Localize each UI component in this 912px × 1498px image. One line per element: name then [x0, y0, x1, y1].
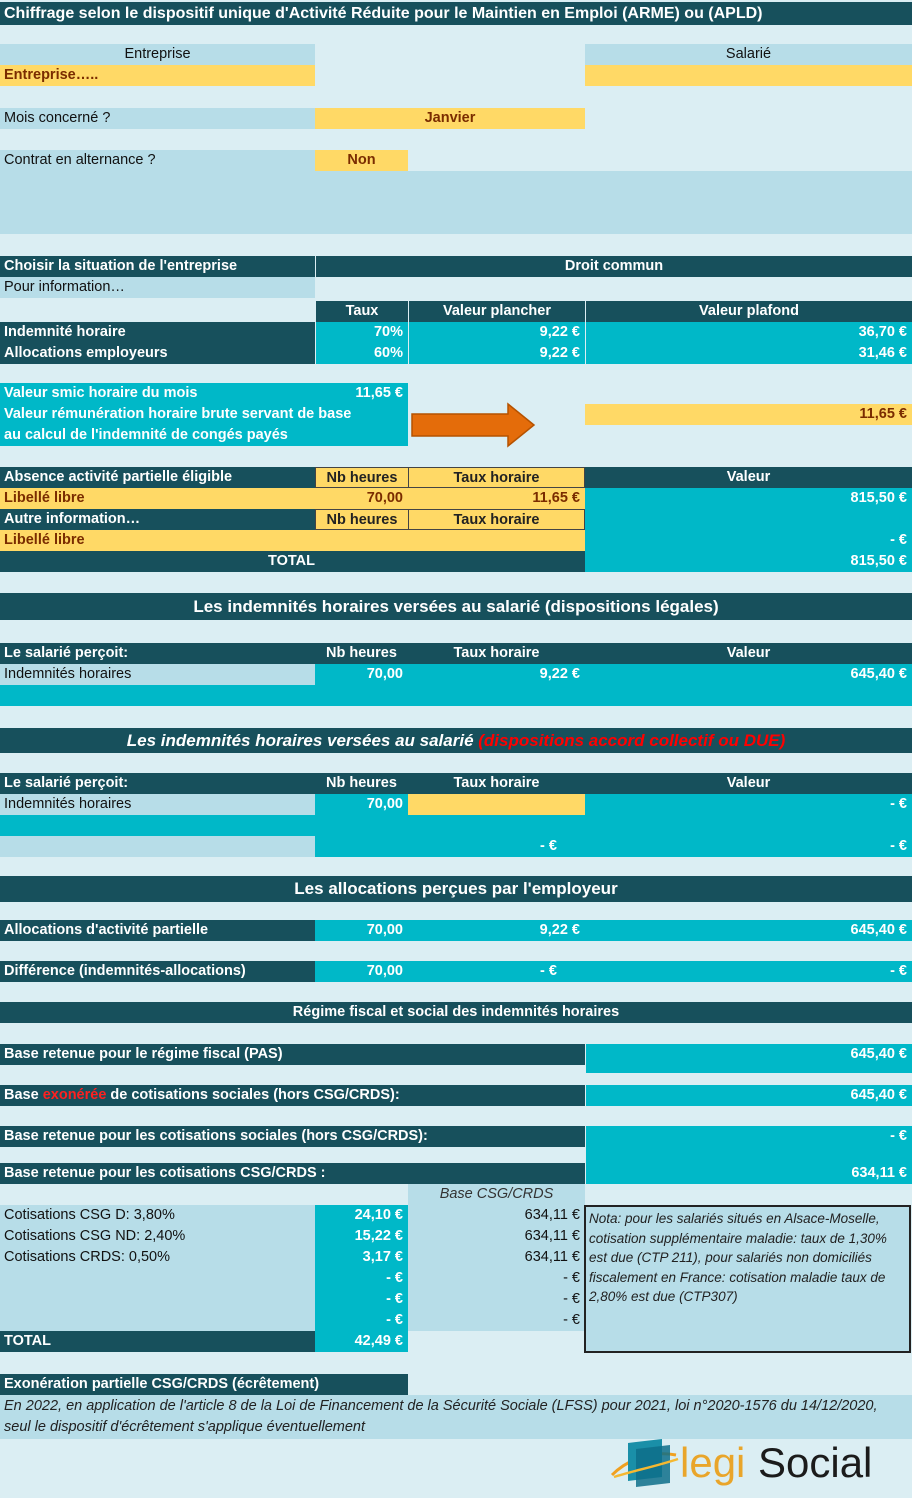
csg-row-label: Cotisations CSG D: 3,80%	[4, 1207, 175, 1223]
libelle-input[interactable]: Libellé libre	[0, 488, 315, 509]
cotis-value: - €	[586, 1126, 912, 1147]
diff-label: Différence (indemnités-allocations)	[0, 961, 315, 982]
csg-row-value: - €	[315, 1268, 408, 1289]
smic-label: Valeur smic horaire du mois	[4, 385, 198, 401]
valeur-empty	[585, 509, 912, 530]
csg-row-value: 15,22 €	[315, 1226, 408, 1247]
csg-row-base: - €	[563, 1270, 580, 1286]
pas-label: Base retenue pour le régime fiscal (PAS)	[0, 1044, 585, 1065]
absence-label: Absence activité partielle éligible	[0, 467, 315, 488]
csg-row-base: 634,11 €	[524, 1228, 580, 1244]
exo-label-red: exonérée	[42, 1087, 107, 1103]
col-nb-heures: Nb heures	[315, 467, 409, 488]
salarie-input[interactable]	[585, 65, 912, 86]
alloc-taux: 9,22 €	[408, 920, 585, 941]
row-taux: 70%	[316, 322, 408, 343]
valeur-value: 815,50 €	[585, 488, 912, 509]
legal-col-label: Le salarié perçoit:	[0, 643, 315, 664]
row-label: Indemnité horaire	[0, 322, 315, 343]
mois-select[interactable]: Janvier	[315, 108, 585, 129]
col-valeur: Valeur	[585, 773, 912, 794]
diff-valeur: - €	[585, 961, 912, 982]
csg-label: Base retenue pour les cotisations CSG/CRDS :	[0, 1163, 585, 1184]
col-plafond: Valeur plafond	[586, 301, 912, 322]
legal-row-label: Indemnités horaires	[0, 664, 315, 685]
logo-text-social: Social	[758, 1439, 873, 1486]
col-taux-horaire: Taux horaire	[408, 509, 585, 530]
base-csg-header: Base CSG/CRDS	[408, 1184, 585, 1205]
situation-label: Choisir la situation de l'entreprise	[0, 256, 315, 277]
row-plancher: 9,22 €	[409, 343, 585, 364]
row-label: Allocations employeurs	[0, 343, 315, 364]
page-title: Chiffrage selon le dispositif unique d'Activité Réduite pour le Maintien en Emploi (ARME) ou (APLD)	[0, 2, 912, 25]
accord-section-title	[0, 728, 912, 753]
col-nb-heures: Nb heures	[315, 509, 409, 530]
accord-row-label: Indemnités horaires	[0, 794, 315, 815]
col-plancher: Valeur plancher	[409, 301, 585, 322]
csg-row-value: - €	[315, 1310, 408, 1331]
legisocial-logo	[610, 1437, 880, 1491]
total-value: 815,50 €	[585, 551, 912, 572]
csg-row-label: Cotisations CRDS: 0,50%	[4, 1249, 171, 1265]
libelle-input[interactable]: Libellé libre	[0, 530, 315, 551]
legal-taux: 9,22 €	[408, 664, 585, 685]
accord-valeur: - €	[585, 794, 912, 815]
diff-nb: 70,00	[315, 961, 408, 982]
csg-row-base: - €	[563, 1291, 580, 1307]
csg-row-value: 24,10 €	[315, 1205, 408, 1226]
remu-value[interactable]: 11,65 €	[585, 404, 912, 425]
accord-sub-valeur: - €	[585, 836, 912, 857]
csg-value: 634,11 €	[586, 1163, 912, 1184]
row-plafond: 31,46 €	[586, 343, 912, 364]
exoneration-title: Exonération partielle CSG/CRDS (écrêtement)	[0, 1374, 408, 1395]
col-taux-horaire: Taux horaire	[408, 643, 585, 664]
col-valeur: Valeur	[585, 643, 912, 664]
col-nb-heures: Nb heures	[315, 773, 408, 794]
accord-sub-taux: - €	[315, 836, 585, 857]
exo-label	[0, 1085, 585, 1106]
exo-value: 645,40 €	[586, 1085, 912, 1106]
logo-text-legi: legi	[680, 1439, 746, 1486]
pas-spacer	[586, 1065, 912, 1073]
col-taux: Taux	[316, 301, 408, 322]
accord-col-label: Le salarié perçoit:	[0, 773, 315, 794]
cotis-label: Base retenue pour les cotisations sociales (hors CSG/CRDS):	[0, 1126, 585, 1147]
accord-sub-label	[0, 836, 315, 857]
nota-box: Nota: pour les salariés situés en Alsace-Moselle, cotisation supplémentaire maladie: taux de 1,30% est due (CTP 211), pour salariés non domiciliés fiscalement en France: cotisation maladie taux de 2,80% est due (CTP307)	[584, 1205, 911, 1353]
csg-row-base: - €	[563, 1312, 580, 1328]
accord-title-main: Les indemnités horaires versées au salarié	[126, 731, 479, 750]
nb-heures-input[interactable]: 70,00	[315, 488, 408, 509]
remu-label-1: Valeur rémunération horaire brute servant de base	[4, 406, 352, 422]
csg-row-value: 3,17 €	[315, 1247, 408, 1268]
accord-taux-input[interactable]	[408, 794, 585, 815]
pas-value: 645,40 €	[586, 1044, 912, 1065]
valeur-value: - €	[585, 530, 912, 551]
diff-taux: - €	[408, 961, 585, 982]
situation-select[interactable]: Droit commun	[316, 256, 912, 277]
csg-row-value: - €	[315, 1289, 408, 1310]
col-taux-horaire: Taux horaire	[408, 467, 585, 488]
arrow-right-icon	[410, 402, 538, 448]
contrat-select[interactable]: Non	[315, 150, 408, 171]
csg-row-label: Cotisations CSG ND: 2,40%	[4, 1228, 186, 1244]
exoneration-text: En 2022, en application de l'article 8 de la Loi de Financement de la Sécurité Sociale (LFSS) pour 2021, loi n°2020-1576 du 14/12/2020, seul le dispositif d'écrêtement s'applique éventuellement	[0, 1395, 912, 1439]
entreprise-input[interactable]: Entreprise…..	[0, 65, 315, 86]
alloc-valeur: 645,40 €	[585, 920, 912, 941]
row-plancher: 9,22 €	[409, 322, 585, 343]
col-valeur: Valeur	[585, 467, 912, 488]
col-taux-horaire: Taux horaire	[408, 773, 585, 794]
csg-row-base: 634,11 €	[524, 1249, 580, 1265]
accord-nb: 70,00	[315, 794, 408, 815]
accord-title-red: (dispositions accord collectif ou DUE)	[478, 731, 786, 750]
exo-label-pre: Base	[4, 1087, 43, 1103]
logo-icon	[610, 1437, 680, 1491]
cotis-spacer	[586, 1147, 912, 1163]
legal-nb: 70,00	[315, 664, 408, 685]
legal-valeur: 645,40 €	[585, 664, 912, 685]
legal-spacer	[0, 685, 912, 706]
col-nb-heures: Nb heures	[315, 643, 408, 664]
alloc-nb: 70,00	[315, 920, 408, 941]
regime-section-title: Régime fiscal et social des indemnités horaires	[0, 1002, 912, 1023]
accord-spacer	[0, 815, 912, 836]
smic-value: 11,65 €	[355, 385, 403, 401]
taux-horaire-value: 11,65 €	[408, 488, 585, 509]
nb-heures-input[interactable]	[315, 530, 585, 551]
exo-label-post: de cotisations sociales (hors CSG/CRDS):	[106, 1087, 400, 1103]
csg-row-base: 634,11 €	[524, 1207, 580, 1223]
total-label: TOTAL	[0, 551, 585, 572]
remu-label-2: au calcul de l'indemnité de congés payés	[4, 427, 288, 443]
csg-total-value: 42,49 €	[315, 1331, 408, 1352]
info-label: Pour information…	[0, 277, 315, 298]
row-plafond: 36,70 €	[586, 322, 912, 343]
contrat-label: Contrat en alternance ?	[0, 150, 315, 171]
legal-section-title: Les indemnités horaires versées au salarié (dispositions légales)	[0, 593, 912, 620]
mois-label: Mois concerné ?	[0, 108, 315, 129]
entreprise-header: Entreprise	[0, 44, 315, 65]
salarie-header: Salarié	[585, 44, 912, 65]
allocations-section-title: Les allocations perçues par l'employeur	[0, 876, 912, 902]
csg-total-label: TOTAL	[0, 1331, 315, 1352]
alloc-label: Allocations d'activité partielle	[0, 920, 315, 941]
header-spacer	[0, 171, 912, 234]
row-taux: 60%	[316, 343, 408, 364]
autre-info-label: Autre information…	[0, 509, 315, 530]
